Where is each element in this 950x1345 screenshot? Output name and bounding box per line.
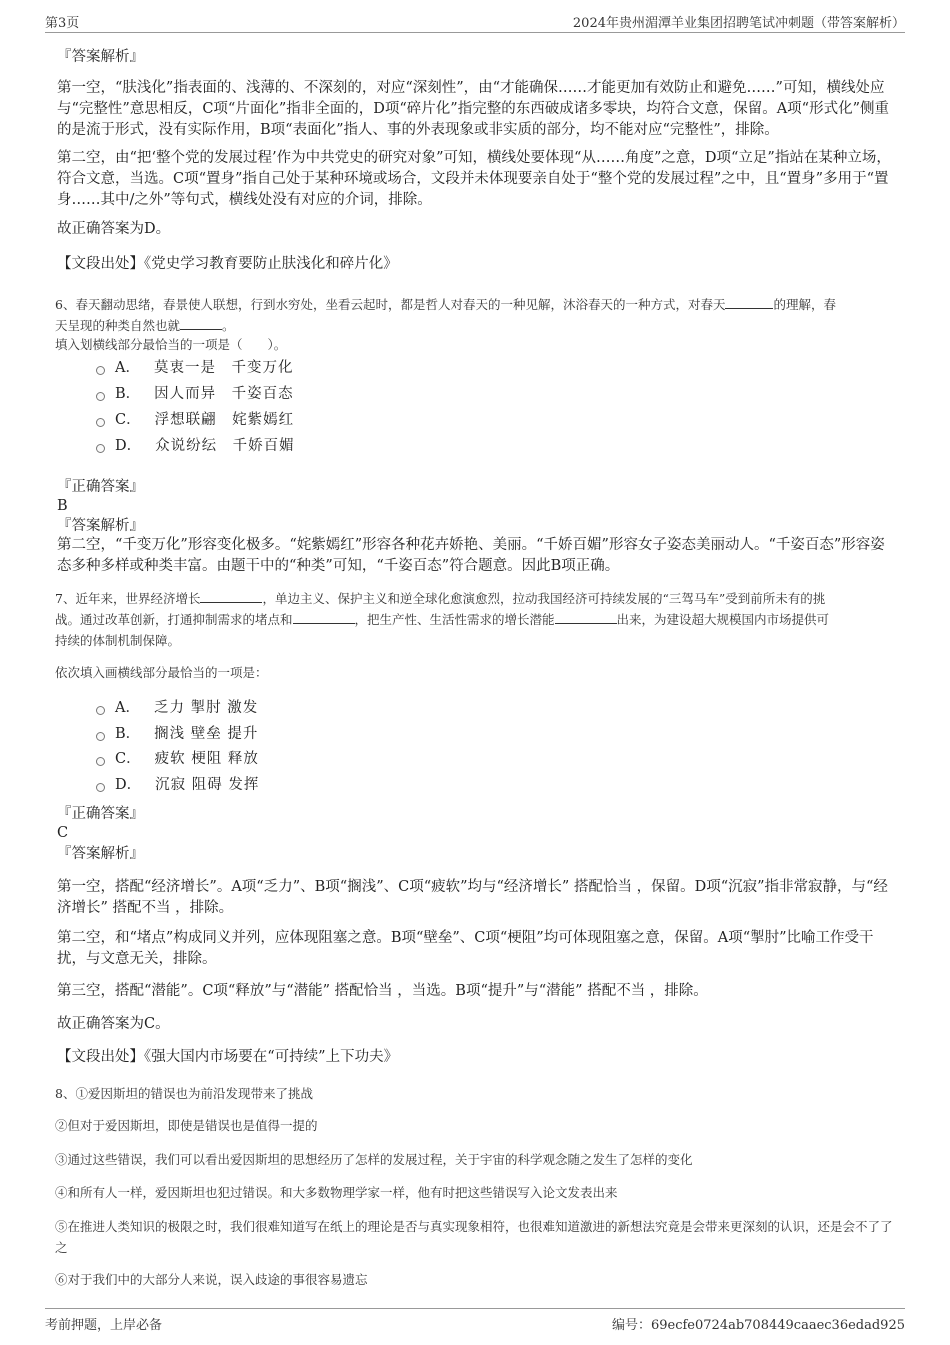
- blank-line: [555, 609, 617, 624]
- page-number: 第3页: [45, 16, 80, 31]
- q7-analysis-para1: 第一空，搭配“经济增长”。A项“乏力”、B项“搁浅”、C项“疲软”均与“经济增长” 搭配恰当 ，保留。D项“沉寂”指非常寂静，与“经济增长” 搭配不当 ，排除。: [57, 879, 888, 916]
- q5-source: 【文段出处】《党史学习教育要防止肤浅化和碎片化》: [57, 256, 398, 272]
- q7-answer: C: [57, 825, 69, 841]
- page-header: [45, 10, 905, 33]
- q7-answer-label: 『正确答案』: [57, 806, 144, 822]
- radio-icon[interactable]: [96, 757, 105, 766]
- q8-item-4: ④和所有人一样，爱因斯坦也犯过错误。和大多数物理学家一样，他有时把这些错误写入论文发表出来: [55, 1185, 618, 1200]
- q8-item-6: ⑥对于我们中的大部分人来说，误入歧途的事很容易遗忘: [55, 1272, 368, 1287]
- q6-option-b[interactable]: B． 因人而异 千姿百态: [96, 384, 294, 404]
- blank-line: [725, 294, 773, 309]
- document-title: 2024年贵州湄潭羊业集团招聘笔试冲刺题（带答案解析）: [572, 16, 905, 31]
- q6-prompt: 填入划横线部分最恰当的一项是（ ）。: [55, 337, 287, 352]
- q7-option-b[interactable]: B． 搁浅 壁垒 提升: [96, 724, 258, 744]
- q6-analysis-label: 『答案解析』: [57, 518, 144, 534]
- q7-option-d[interactable]: D． 沉寂 阻碍 发挥: [96, 775, 259, 795]
- q5-analysis-para2: 第二空，由“把‘整个党的发展过程’作为中共党史的研究对象”可知，横线处要体现“从……角度”之意，D项“立足”指站在某种立场，符合文意，当选。C项“置身”指自己处于某种环境或场合，文段并未体现要亲自处于“整个党的发展过程”之中，且“置身”多用于“置身……其中/之外”等句式，横线处没有对应的介词，排除。: [57, 150, 891, 208]
- q7-option-a[interactable]: A． 乏力 掣肘 激发: [96, 698, 258, 718]
- radio-icon[interactable]: [96, 418, 105, 427]
- q6-answer: B: [57, 498, 68, 514]
- q6-stem: 6、春天翻动思绪，春景使人联想，行到水穷处，坐看云起时，都是哲人对春天的一种见解，沐浴春天的一种方式，对春天 的理解，春 天呈现的种类自然也就 。: [55, 294, 895, 336]
- q8-item-5: ⑤在推进人类知识的极限之时，我们很难知道写在纸上的理论是否与真实现象相符，也很难知道激进的新想法究竟是会带来更深刻的认识，还是会不了了之: [55, 1219, 893, 1255]
- q7-conclusion: 故正确答案为C。: [57, 1016, 170, 1032]
- document-id: 编号：69ecfe0724ab708449caaec36edad925: [611, 1318, 905, 1333]
- q8-item-2: ②但对于爱因斯坦，即使是错误也是值得一提的: [55, 1118, 318, 1133]
- q7-analysis-para3: 第三空，搭配“潜能”。C项“释放”与“潜能” 搭配恰当 ，当选。B项“提升”与“潜能” 搭配不当 ，排除。: [57, 983, 708, 999]
- radio-icon[interactable]: [96, 392, 105, 401]
- q5-analysis-label: 『答案解析』: [57, 49, 144, 65]
- q6-option-a[interactable]: A． 莫衷一是 千变万化: [96, 358, 293, 378]
- q5-analysis-para1: 第一空，“肤浅化”指表面的、浅薄的、不深刻的，对应“深刻性”，由“才能确保……才能更加有效防止和避免……”可知，横线处应与“完整性”意思相反，C项“片面化”指非全面的，D项“碎片化”指完整的东西破成诸多零块，均符合文意，保留。A项“形式化”侧重的是流于形式，没有实际作用，B项“表面化”指人、事的外表现象或非实质的部分，均不能对应“完整性”，排除。: [57, 80, 889, 138]
- radio-icon[interactable]: [96, 706, 105, 715]
- q7-analysis-para2: 第二空，和“堵点”构成同义并列，应体现阻塞之意。B项“壁垒”、C项“梗阻”均可体现阻塞之意，保留。A项“掣肘”比喻工作受干扰，与文意无关，排除。: [57, 930, 874, 967]
- blank-line: [293, 609, 355, 624]
- page-footer: [45, 1308, 905, 1339]
- q7-stem: 7、近年来，世界经济增长 ，单边主义、保护主义和逆全球化愈演愈烈，拉动我国经济可持续发展的“三驾马车”受到前所未有的挑 战。通过改革创新，打通抑制需求的堵点和 ，把生产性、生活性需求的增长潜能 出来，为建设超大规模国内市场提供可 持续的体制机制保障。: [55, 588, 895, 651]
- q6-option-c[interactable]: C． 浮想联翩 姹紫嫣红: [96, 410, 294, 430]
- q7-analysis-label: 『答案解析』: [57, 846, 144, 862]
- radio-icon[interactable]: [96, 444, 105, 453]
- blank-line: [200, 588, 262, 603]
- q7-prompt: 依次填入画横线部分最恰当的一项是：: [55, 665, 268, 680]
- blank-line: [180, 315, 222, 330]
- q6-option-d[interactable]: D． 众说纷纭 千娇百媚: [96, 436, 295, 456]
- radio-icon[interactable]: [96, 366, 105, 375]
- q6-answer-label: 『正确答案』: [57, 479, 144, 495]
- footer-slogan: 考前押题，上岸必备: [45, 1318, 163, 1333]
- q7-source: 【文段出处】《强大国内市场要在“可持续”上下功夫》: [57, 1049, 399, 1065]
- q8-item-1: 8、①爱因斯坦的错误也为前沿发现带来了挑战: [55, 1086, 313, 1101]
- q6-analysis: 第二空，“千变万化”形容变化极多。“姹紫嫣红”形容各种花卉娇艳、美丽。“千娇百媚”形容女子姿态美丽动人。“千姿百态”形容姿态多种多样或种类丰富。由题干中的“种类”可知，“千姿百态”符合题意。因此B项正确。: [57, 537, 885, 574]
- radio-icon[interactable]: [96, 732, 105, 741]
- radio-icon[interactable]: [96, 783, 105, 792]
- q8-item-3: ③通过这些错误，我们可以看出爱因斯坦的思想经历了怎样的发展过程，关于宇宙的科学观念随之发生了怎样的变化: [55, 1152, 693, 1167]
- q7-option-c[interactable]: C． 疲软 梗阻 释放: [96, 749, 259, 769]
- q5-conclusion: 故正确答案为D。: [57, 221, 171, 237]
